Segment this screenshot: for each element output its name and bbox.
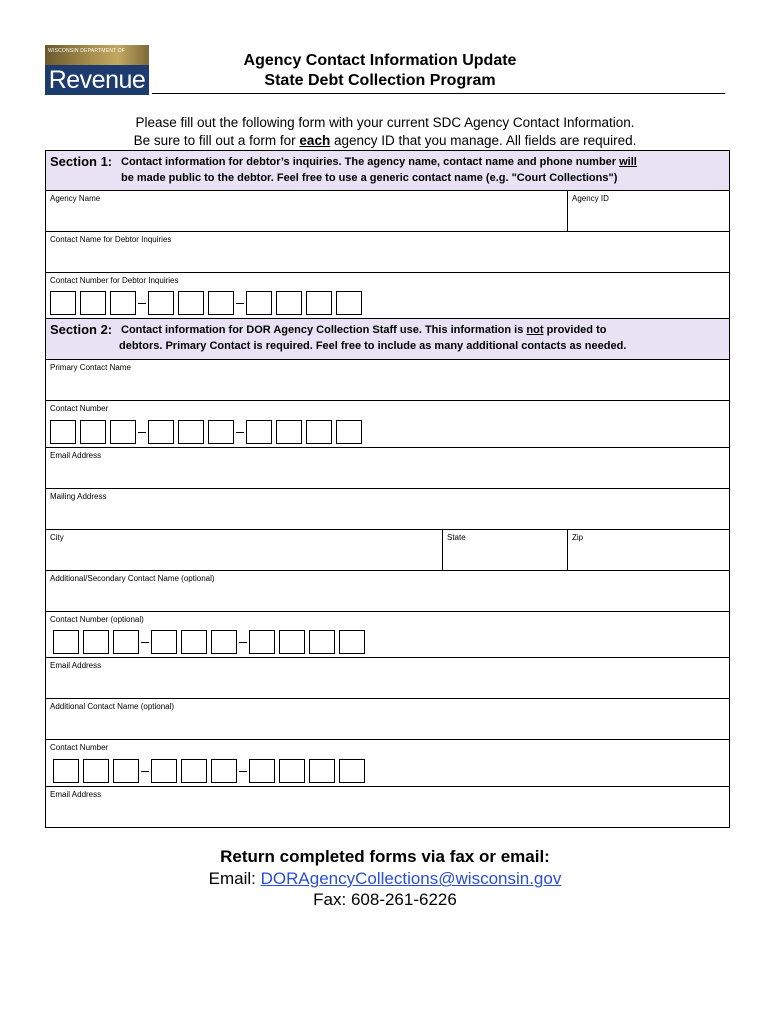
phone-digit-box[interactable] (276, 420, 302, 444)
phone-separator (236, 432, 244, 433)
phone-separator (236, 303, 244, 304)
phone-digit-box[interactable] (306, 420, 332, 444)
phone-digit-box[interactable] (53, 630, 79, 654)
phone-digit-box[interactable] (53, 759, 79, 783)
secondary-contact-number-label: Contact Number (optional) (50, 615, 144, 624)
debtor-contact-number-label: Contact Number for Debtor Inquiries (50, 276, 179, 285)
intro-line-2 (45, 133, 725, 148)
agency-name-field[interactable] (46, 191, 567, 231)
phone-separator (239, 642, 247, 643)
section-2-text: Contact information for DOR Agency Collection Staff use. This information is (121, 324, 527, 336)
phone-digit-box[interactable] (83, 630, 109, 654)
secondary-contact-name-field[interactable] (45, 570, 730, 612)
section-2-text-line-2: debtors. Primary Contact is required. Feel free to include as many additional contacts as needed. (119, 340, 627, 352)
phone-digit-box[interactable] (276, 291, 302, 315)
phone-digit-box[interactable] (249, 759, 275, 783)
agency-id-label: Agency ID (572, 194, 609, 203)
phone-digit-box[interactable] (50, 291, 76, 315)
secondary-email-field[interactable] (45, 657, 730, 699)
primary-contact-number-field (45, 400, 730, 448)
intro-line-1: Please fill out the following form with your current SDC Agency Contact Information. (135, 115, 635, 130)
phone-digit-box[interactable] (178, 420, 204, 444)
additional-email-label: Email Address (50, 790, 102, 799)
section-2-text-end: provided to (543, 324, 607, 336)
state-label: State (447, 533, 466, 542)
phone-digit-box[interactable] (110, 420, 136, 444)
city-label: City (50, 533, 64, 542)
phone-digit-box[interactable] (208, 420, 234, 444)
phone-digit-box[interactable] (181, 630, 207, 654)
phone-digit-box[interactable] (246, 291, 272, 315)
logo-wordmark: Revenue (45, 65, 149, 95)
phone-digit-box[interactable] (110, 291, 136, 315)
return-fax-line: Fax: 608-261-6226 (313, 890, 457, 909)
section-1-header (45, 150, 730, 191)
phone-separator (141, 771, 149, 772)
section-1-underlined: will (619, 156, 637, 168)
phone-digit-box[interactable] (113, 630, 139, 654)
debtor-contact-number-field (45, 272, 730, 319)
secondary-email-label: Email Address (50, 661, 102, 670)
additional-phone-boxes (53, 759, 369, 783)
phone-digit-box[interactable] (50, 420, 76, 444)
phone-digit-box[interactable] (339, 759, 365, 783)
primary-email-label: Email Address (50, 451, 102, 460)
phone-digit-box[interactable] (309, 759, 335, 783)
phone-digit-box[interactable] (181, 759, 207, 783)
phone-digit-box[interactable] (208, 291, 234, 315)
phone-digit-box[interactable] (148, 291, 174, 315)
form-title: Agency Contact Information Update (243, 52, 517, 69)
phone-digit-box[interactable] (309, 630, 335, 654)
secondary-contact-number-field (45, 611, 730, 658)
phone-separator (141, 642, 149, 643)
intro-text-end: agency ID that you manage. All fields are required. (330, 133, 637, 148)
intro-emphasis: each (299, 133, 331, 148)
additional-contact-number-field (45, 739, 730, 787)
primary-phone-boxes (50, 420, 366, 444)
intro-text: Be sure to fill out a form for (133, 133, 300, 148)
zip-label: Zip (572, 533, 584, 542)
secondary-phone-boxes (53, 630, 369, 654)
phone-digit-box[interactable] (249, 630, 275, 654)
logo-tagline: WISCONSIN DEPARTMENT OF (48, 48, 126, 54)
agency-name-label: Agency Name (50, 194, 101, 203)
phone-digit-box[interactable] (80, 291, 106, 315)
section-1-text-line-1 (121, 156, 637, 168)
additional-contact-name-label: Additional Contact Name (optional) (50, 702, 175, 711)
email-label: Email: (208, 869, 261, 888)
section-2-header (45, 318, 730, 360)
debtor-contact-name-label: Contact Name for Debtor Inquiries (50, 235, 172, 244)
additional-contact-number-label: Contact Number (50, 743, 109, 752)
section-1-label: Section 1: (50, 154, 113, 169)
phone-digit-box[interactable] (246, 420, 272, 444)
mailing-address-label: Mailing Address (50, 492, 107, 501)
section-1-text-line-2: be made public to the debtor. Feel free to use a generic contact name (e.g. "Court Collections") (121, 172, 618, 184)
agency-id-field[interactable] (567, 191, 729, 231)
debtor-phone-boxes (50, 291, 366, 315)
phone-digit-box[interactable] (279, 759, 305, 783)
phone-digit-box[interactable] (148, 420, 174, 444)
state-field[interactable] (442, 530, 567, 570)
primary-email-field[interactable] (45, 447, 730, 489)
phone-digit-box[interactable] (339, 630, 365, 654)
revenue-logo (45, 45, 149, 95)
secondary-contact-name-label: Additional/Secondary Contact Name (optional) (50, 574, 215, 583)
primary-contact-name-label: Primary Contact Name (50, 363, 131, 372)
section-1-text: Contact information for debtor’s inquiries. The agency name, contact name and phone number (121, 156, 620, 168)
section-2-label: Section 2: (50, 322, 113, 337)
debtor-contact-name-field[interactable] (45, 231, 730, 273)
agency-row (45, 190, 730, 232)
city-state-zip-row (45, 529, 730, 571)
phone-digit-box[interactable] (151, 759, 177, 783)
mailing-address-field[interactable] (45, 488, 730, 530)
primary-contact-name-field[interactable] (45, 359, 730, 401)
zip-field[interactable] (567, 530, 729, 570)
section-2-underlined: not (526, 324, 544, 336)
phone-digit-box[interactable] (113, 759, 139, 783)
phone-digit-box[interactable] (336, 291, 362, 315)
additional-email-field[interactable] (45, 786, 730, 828)
phone-digit-box[interactable] (211, 759, 237, 783)
primary-contact-number-label: Contact Number (50, 404, 109, 413)
additional-contact-name-field[interactable] (45, 698, 730, 740)
phone-digit-box[interactable] (80, 420, 106, 444)
phone-separator (138, 432, 146, 433)
phone-digit-box[interactable] (211, 630, 237, 654)
phone-digit-box[interactable] (279, 630, 305, 654)
phone-separator (239, 771, 247, 772)
return-email-line (0, 869, 770, 889)
phone-digit-box[interactable] (83, 759, 109, 783)
city-field[interactable] (46, 530, 442, 570)
return-email-link[interactable]: DORAgencyCollections@wisconsin.gov (260, 869, 562, 888)
phone-digit-box[interactable] (178, 291, 204, 315)
phone-digit-box[interactable] (151, 630, 177, 654)
header-divider (152, 93, 725, 94)
phone-digit-box[interactable] (306, 291, 332, 315)
phone-separator (138, 303, 146, 304)
section-2-text-line-1 (121, 324, 606, 336)
phone-digit-box[interactable] (336, 420, 362, 444)
return-instructions: Return completed forms via fax or email: (220, 847, 550, 866)
form-subtitle: State Debt Collection Program (264, 72, 496, 89)
